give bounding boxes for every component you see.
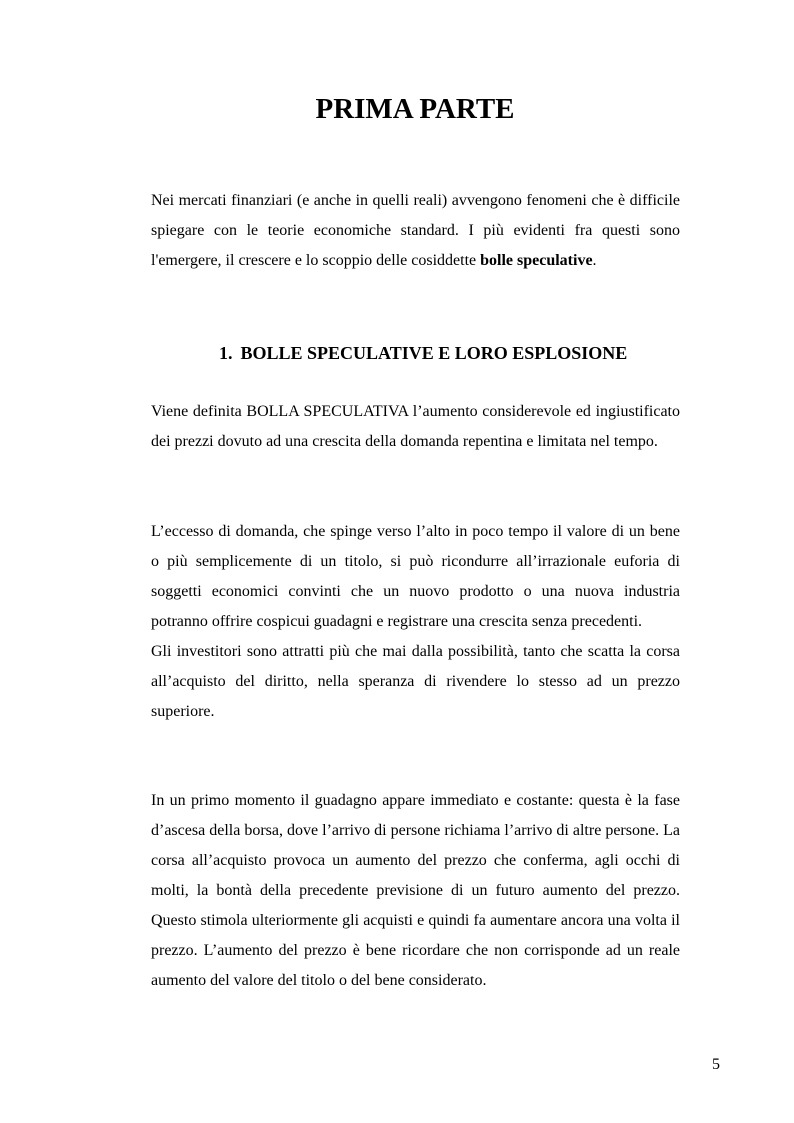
paragraph-definition: Viene definita BOLLA SPECULATIVA l’aumento considerevole ed ingiustificato dei prezzi dovuto ad una crescita della domanda repentina e limitata nel tempo. xyxy=(151,403,680,450)
section-heading xyxy=(219,339,627,367)
paragraph-first-moment: In un primo momento il guadagno appare immediato e costante: questa è la fase d’ascesa della borsa, dove l’arrivo di persone richiama l’arrivo di altre persone. La corsa all’acquisto provoca un aumento del prezzo che conferma, agli occhi di molti, la bontà della precedente previsione di un futuro aumento del prezzo. Questo stimola ulteriormente gli acquisti e quindi fa aumentare ancora una volta il prezzo. L’aumento del prezzo è bene ricordare che non corrisponde ad un reale aumento del valore del titolo o del bene considerato. xyxy=(151,792,680,989)
intro-paragraph xyxy=(151,186,680,276)
page-number: 5 xyxy=(712,1056,720,1073)
intro-text: Nei mercati finanziari (e anche in quelli reali) avvengono fenomeni che è difficile spiegare con le teorie economiche standard. I più evidenti fra questi sono l'emergere, il crescere e lo scoppio delle cosiddette xyxy=(151,192,680,269)
intro-end: . xyxy=(592,252,597,269)
intro-bold-term: bolle speculative xyxy=(480,252,593,269)
paragraph-excess-demand-a: L’eccesso di domanda, che spinge verso l’alto in poco tempo il valore di un bene o più semplicemente di un titolo, si può ricondurre all’irrazionale euforia di soggetti economici convinti che un nuovo prodotto o una nuova industria potranno offrire cospicui guadagni e registrare una crescita senza precedenti. xyxy=(151,523,680,630)
paragraph-excess-demand-b: Gli investitori sono attratti più che mai dalla possibilità, tanto che scatta la corsa all’acquisto del diritto, nella speranza di rivendere lo stesso ad un prezzo superiore. xyxy=(151,643,680,720)
page-title: PRIMA PARTE xyxy=(315,93,515,125)
paragraph-excess-demand xyxy=(151,517,680,727)
section-title: BOLLE SPECULATIVE E LORO ESPLOSIONE xyxy=(240,343,628,363)
section-number: 1. xyxy=(219,343,233,363)
